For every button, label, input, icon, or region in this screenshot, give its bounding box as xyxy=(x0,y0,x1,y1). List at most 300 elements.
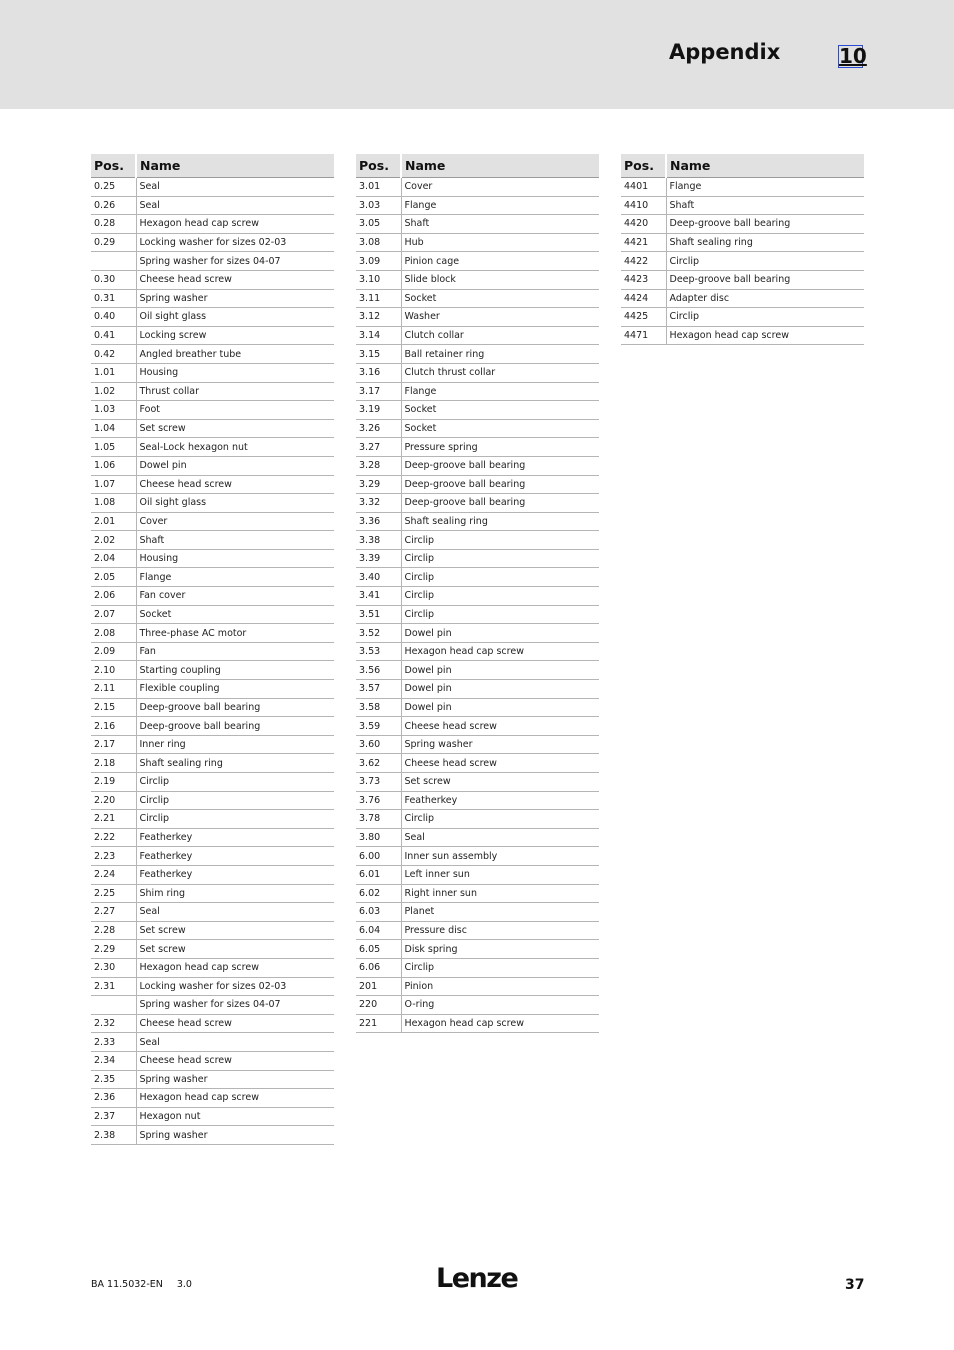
part-name-cell: Oil sight glass xyxy=(136,494,334,513)
part-name-cell: Pinion cage xyxy=(401,252,599,271)
part-name-cell: Circlip xyxy=(401,605,599,624)
part-name-cell: Seal xyxy=(136,196,334,215)
table-row xyxy=(621,289,864,308)
part-name-cell: Circlip xyxy=(666,252,864,271)
part-name-cell: Socket xyxy=(136,605,334,624)
position-cell xyxy=(91,996,136,1015)
position-cell: 3.08 xyxy=(356,233,401,252)
position-cell: 2.18 xyxy=(91,754,136,773)
table-row xyxy=(91,178,334,197)
table-row xyxy=(356,754,599,773)
part-name-cell: Hexagon head cap screw xyxy=(401,1014,599,1033)
part-name-cell: Circlip xyxy=(401,958,599,977)
position-cell: 2.25 xyxy=(91,884,136,903)
position-cell: 3.27 xyxy=(356,438,401,457)
table-row xyxy=(621,215,864,234)
part-name-cell: Socket xyxy=(401,419,599,438)
table-row xyxy=(621,252,864,271)
part-name-cell: Set screw xyxy=(401,773,599,792)
part-name-cell: Seal xyxy=(136,178,334,197)
position-cell: 4423 xyxy=(621,270,666,289)
table-row xyxy=(91,308,334,327)
position-cell: 201 xyxy=(356,977,401,996)
position-cell: 3.05 xyxy=(356,215,401,234)
position-cell: 4422 xyxy=(621,252,666,271)
position-cell: 2.35 xyxy=(91,1070,136,1089)
table-row xyxy=(356,531,599,550)
position-cell: 3.80 xyxy=(356,828,401,847)
part-name-cell: Set screw xyxy=(136,921,334,940)
part-name-cell: Fan xyxy=(136,642,334,661)
position-cell: 3.56 xyxy=(356,661,401,680)
document-id: BA 11.5032-EN xyxy=(91,1279,163,1290)
position-cell: 2.01 xyxy=(91,512,136,531)
table-row xyxy=(356,977,599,996)
table-row xyxy=(356,587,599,606)
position-cell: 0.28 xyxy=(91,215,136,234)
part-name-cell: Spring washer xyxy=(136,289,334,308)
position-cell: 1.08 xyxy=(91,494,136,513)
position-cell: 221 xyxy=(356,1014,401,1033)
pos-column-header: Pos. xyxy=(91,154,136,178)
part-name-cell: Seal xyxy=(136,1033,334,1052)
table-row xyxy=(91,773,334,792)
position-cell: 6.01 xyxy=(356,865,401,884)
table-row xyxy=(91,512,334,531)
table-row xyxy=(91,754,334,773)
table-row xyxy=(91,475,334,494)
table-row xyxy=(91,233,334,252)
position-cell: 3.32 xyxy=(356,494,401,513)
position-cell: 4424 xyxy=(621,289,666,308)
part-name-cell: Circlip xyxy=(666,308,864,327)
position-cell: 3.51 xyxy=(356,605,401,624)
part-name-cell: Hub xyxy=(401,233,599,252)
table-row xyxy=(356,828,599,847)
part-name-cell: Shaft xyxy=(401,215,599,234)
part-name-cell: Circlip xyxy=(136,773,334,792)
table-row xyxy=(356,289,599,308)
part-name-cell: Cheese head screw xyxy=(401,754,599,773)
part-name-cell: Adapter disc xyxy=(666,289,864,308)
table-row xyxy=(621,270,864,289)
table-row xyxy=(621,308,864,327)
position-cell: 3.26 xyxy=(356,419,401,438)
table-row xyxy=(356,1014,599,1033)
position-cell xyxy=(91,252,136,271)
position-cell: 1.05 xyxy=(91,438,136,457)
part-name-cell: Spring washer xyxy=(136,1126,334,1145)
table-row xyxy=(91,270,334,289)
position-cell: 3.12 xyxy=(356,308,401,327)
part-name-cell: Shaft sealing ring xyxy=(666,233,864,252)
table-row xyxy=(356,419,599,438)
position-cell: 2.28 xyxy=(91,921,136,940)
document-version: 3.0 xyxy=(176,1279,192,1290)
part-name-cell: Shaft sealing ring xyxy=(401,512,599,531)
position-cell: 1.04 xyxy=(91,419,136,438)
part-name-cell: Cover xyxy=(136,512,334,531)
part-name-cell: Three-phase AC motor xyxy=(136,624,334,643)
table-row xyxy=(91,847,334,866)
position-cell: 3.36 xyxy=(356,512,401,531)
table-row xyxy=(356,735,599,754)
table-row xyxy=(356,773,599,792)
table-row xyxy=(91,977,334,996)
position-cell: 6.00 xyxy=(356,847,401,866)
position-cell: 2.36 xyxy=(91,1089,136,1108)
table-row xyxy=(91,568,334,587)
part-name-cell: Circlip xyxy=(401,568,599,587)
part-name-cell: Deep-groove ball bearing xyxy=(401,494,599,513)
table-row xyxy=(621,233,864,252)
part-name-cell: Flange xyxy=(401,382,599,401)
part-name-cell: Pressure disc xyxy=(401,921,599,940)
part-name-cell: Shaft xyxy=(666,196,864,215)
part-name-cell: Planet xyxy=(401,903,599,922)
part-name-cell: Ball retainer ring xyxy=(401,345,599,364)
part-name-cell: Disk spring xyxy=(401,940,599,959)
table-row xyxy=(91,531,334,550)
part-name-cell: Flange xyxy=(401,196,599,215)
position-cell: 2.11 xyxy=(91,680,136,699)
position-cell: 6.03 xyxy=(356,903,401,922)
table-row xyxy=(356,456,599,475)
position-cell: 0.29 xyxy=(91,233,136,252)
position-cell: 2.20 xyxy=(91,791,136,810)
position-cell: 6.02 xyxy=(356,884,401,903)
position-cell: 3.28 xyxy=(356,456,401,475)
position-cell: 1.03 xyxy=(91,401,136,420)
part-name-cell: Featherkey xyxy=(136,865,334,884)
position-cell: 2.38 xyxy=(91,1126,136,1145)
position-cell: 4420 xyxy=(621,215,666,234)
position-cell: 2.16 xyxy=(91,717,136,736)
part-name-cell: Dowel pin xyxy=(401,661,599,680)
table-row xyxy=(91,921,334,940)
position-cell: 2.06 xyxy=(91,587,136,606)
part-name-cell: Thrust collar xyxy=(136,382,334,401)
part-name-cell: Hexagon head cap screw xyxy=(666,326,864,345)
name-column-header: Name xyxy=(666,154,864,178)
table-row xyxy=(91,810,334,829)
position-cell: 2.33 xyxy=(91,1033,136,1052)
position-cell: 1.02 xyxy=(91,382,136,401)
position-cell: 3.03 xyxy=(356,196,401,215)
table-row xyxy=(356,958,599,977)
table-row xyxy=(356,326,599,345)
table-row xyxy=(91,289,334,308)
page-number: 37 xyxy=(845,1277,865,1293)
part-name-cell: Flexible coupling xyxy=(136,680,334,699)
parts-table-1 xyxy=(91,154,334,1145)
table-row xyxy=(91,958,334,977)
table-row xyxy=(356,847,599,866)
position-cell: 2.02 xyxy=(91,531,136,550)
part-name-cell: Fan cover xyxy=(136,587,334,606)
part-name-cell: Circlip xyxy=(401,810,599,829)
position-cell: 2.27 xyxy=(91,903,136,922)
part-name-cell: Seal xyxy=(401,828,599,847)
table-row xyxy=(91,587,334,606)
part-name-cell: Deep-groove ball bearing xyxy=(136,698,334,717)
position-cell: 2.24 xyxy=(91,865,136,884)
table-row xyxy=(91,996,334,1015)
table-row xyxy=(356,401,599,420)
table-row xyxy=(356,215,599,234)
position-cell: 2.08 xyxy=(91,624,136,643)
position-cell: 4425 xyxy=(621,308,666,327)
parts-table-2 xyxy=(356,154,599,1033)
table-row xyxy=(91,345,334,364)
table-row xyxy=(91,735,334,754)
position-cell: 3.39 xyxy=(356,549,401,568)
position-cell: 2.04 xyxy=(91,549,136,568)
part-name-cell: Deep-groove ball bearing xyxy=(136,717,334,736)
table-row xyxy=(91,642,334,661)
position-cell: 1.01 xyxy=(91,363,136,382)
position-cell: 2.32 xyxy=(91,1014,136,1033)
position-cell: 4410 xyxy=(621,196,666,215)
part-name-cell: Featherkey xyxy=(136,828,334,847)
part-name-cell: Socket xyxy=(401,401,599,420)
position-cell: 3.14 xyxy=(356,326,401,345)
position-cell: 0.30 xyxy=(91,270,136,289)
table-row xyxy=(621,178,864,197)
position-cell: 3.38 xyxy=(356,531,401,550)
position-cell: 0.31 xyxy=(91,289,136,308)
part-name-cell: Shaft sealing ring xyxy=(136,754,334,773)
table-row xyxy=(356,661,599,680)
position-cell: 6.06 xyxy=(356,958,401,977)
table-row xyxy=(91,828,334,847)
table-row xyxy=(356,438,599,457)
position-cell: 3.41 xyxy=(356,587,401,606)
part-name-cell: Slide block xyxy=(401,270,599,289)
position-cell: 3.11 xyxy=(356,289,401,308)
table-row xyxy=(91,382,334,401)
position-cell: 3.62 xyxy=(356,754,401,773)
table-row xyxy=(356,568,599,587)
position-cell: 3.16 xyxy=(356,363,401,382)
part-name-cell: Flange xyxy=(136,568,334,587)
table-row xyxy=(91,1014,334,1033)
position-cell: 2.22 xyxy=(91,828,136,847)
table-row xyxy=(91,717,334,736)
table-row xyxy=(91,680,334,699)
position-cell: 0.41 xyxy=(91,326,136,345)
part-name-cell: Shaft xyxy=(136,531,334,550)
table-row xyxy=(91,605,334,624)
position-cell: 3.40 xyxy=(356,568,401,587)
position-cell: 2.34 xyxy=(91,1051,136,1070)
part-name-cell: Spring washer for sizes 04-07 xyxy=(136,996,334,1015)
table-row xyxy=(91,494,334,513)
table-row xyxy=(356,475,599,494)
position-cell: 3.09 xyxy=(356,252,401,271)
part-name-cell: Deep-groove ball bearing xyxy=(401,475,599,494)
part-name-cell: Hexagon head cap screw xyxy=(136,958,334,977)
part-name-cell: Locking washer for sizes 02-03 xyxy=(136,233,334,252)
table-row xyxy=(356,345,599,364)
table-row xyxy=(91,438,334,457)
part-name-cell: Seal-Lock hexagon nut xyxy=(136,438,334,457)
part-name-cell: Cheese head screw xyxy=(136,1051,334,1070)
table-row xyxy=(91,624,334,643)
part-name-cell: O-ring xyxy=(401,996,599,1015)
position-cell: 2.21 xyxy=(91,810,136,829)
position-cell: 3.19 xyxy=(356,401,401,420)
position-cell: 3.78 xyxy=(356,810,401,829)
table-row xyxy=(91,549,334,568)
position-cell: 3.59 xyxy=(356,717,401,736)
table-row xyxy=(356,921,599,940)
position-cell: 2.09 xyxy=(91,642,136,661)
part-name-cell: Circlip xyxy=(401,587,599,606)
table-row xyxy=(356,233,599,252)
part-name-cell: Cheese head screw xyxy=(136,475,334,494)
position-cell: 3.60 xyxy=(356,735,401,754)
part-name-cell: Pinion xyxy=(401,977,599,996)
table-row xyxy=(91,1126,334,1145)
table-row xyxy=(91,252,334,271)
table-row xyxy=(91,1107,334,1126)
part-name-cell: Locking screw xyxy=(136,326,334,345)
chapter-number-link[interactable]: 10 xyxy=(839,44,867,68)
position-cell: 2.19 xyxy=(91,773,136,792)
table-row xyxy=(356,178,599,197)
part-name-cell: Right inner sun xyxy=(401,884,599,903)
part-name-cell: Featherkey xyxy=(136,847,334,866)
part-name-cell: Housing xyxy=(136,549,334,568)
position-cell: 220 xyxy=(356,996,401,1015)
footer-document-info xyxy=(91,1279,192,1290)
position-cell: 2.37 xyxy=(91,1107,136,1126)
pos-column-header: Pos. xyxy=(621,154,666,178)
table-row xyxy=(91,401,334,420)
table-row xyxy=(91,456,334,475)
part-name-cell: Clutch thrust collar xyxy=(401,363,599,382)
table-row xyxy=(91,791,334,810)
parts-table-3 xyxy=(621,154,864,345)
part-name-cell: Dowel pin xyxy=(401,624,599,643)
lenze-logo: Lenze xyxy=(436,1263,518,1294)
name-column-header: Name xyxy=(136,154,334,178)
table-row xyxy=(91,215,334,234)
table-row xyxy=(91,1070,334,1089)
chapter-title: Appendix xyxy=(669,40,781,64)
table-row xyxy=(621,326,864,345)
part-name-cell: Hexagon head cap screw xyxy=(401,642,599,661)
part-name-cell: Inner sun assembly xyxy=(401,847,599,866)
part-name-cell: Circlip xyxy=(401,549,599,568)
table-row xyxy=(91,326,334,345)
position-cell: 3.53 xyxy=(356,642,401,661)
table-row xyxy=(356,903,599,922)
position-cell: 2.15 xyxy=(91,698,136,717)
table-row xyxy=(91,884,334,903)
table-row xyxy=(91,698,334,717)
table-row xyxy=(91,940,334,959)
table-row xyxy=(356,996,599,1015)
table-row xyxy=(91,419,334,438)
table-row xyxy=(356,791,599,810)
table-row xyxy=(91,1089,334,1108)
part-name-cell: Housing xyxy=(136,363,334,382)
table-row xyxy=(91,903,334,922)
table-row xyxy=(356,624,599,643)
position-cell: 3.01 xyxy=(356,178,401,197)
position-cell: 3.57 xyxy=(356,680,401,699)
part-name-cell: Oil sight glass xyxy=(136,308,334,327)
position-cell: 1.07 xyxy=(91,475,136,494)
position-cell: 4421 xyxy=(621,233,666,252)
part-name-cell: Shim ring xyxy=(136,884,334,903)
part-name-cell: Left inner sun xyxy=(401,865,599,884)
part-name-cell: Circlip xyxy=(136,810,334,829)
position-cell: 3.73 xyxy=(356,773,401,792)
part-name-cell: Featherkey xyxy=(401,791,599,810)
table-row xyxy=(91,865,334,884)
part-name-cell: Deep-groove ball bearing xyxy=(401,456,599,475)
part-name-cell: Inner ring xyxy=(136,735,334,754)
part-name-cell: Set screw xyxy=(136,940,334,959)
position-cell: 3.15 xyxy=(356,345,401,364)
position-cell: 2.07 xyxy=(91,605,136,624)
part-name-cell: Cheese head screw xyxy=(136,270,334,289)
table-row xyxy=(621,196,864,215)
table-row xyxy=(356,549,599,568)
table-row xyxy=(91,1033,334,1052)
table-row xyxy=(356,940,599,959)
part-name-cell: Spring washer xyxy=(401,735,599,754)
part-name-cell: Cover xyxy=(401,178,599,197)
position-cell: 4471 xyxy=(621,326,666,345)
table-row xyxy=(356,642,599,661)
name-column-header: Name xyxy=(401,154,599,178)
position-cell: 0.25 xyxy=(91,178,136,197)
position-cell: 3.29 xyxy=(356,475,401,494)
position-cell: 2.23 xyxy=(91,847,136,866)
table-row xyxy=(356,865,599,884)
part-name-cell: Starting coupling xyxy=(136,661,334,680)
table-row xyxy=(356,680,599,699)
part-name-cell: Circlip xyxy=(136,791,334,810)
part-name-cell: Flange xyxy=(666,178,864,197)
position-cell: 0.26 xyxy=(91,196,136,215)
table-row xyxy=(91,196,334,215)
position-cell: 3.10 xyxy=(356,270,401,289)
position-cell: 1.06 xyxy=(91,456,136,475)
part-name-cell: Foot xyxy=(136,401,334,420)
part-name-cell: Locking washer for sizes 02-03 xyxy=(136,977,334,996)
part-name-cell: Dowel pin xyxy=(136,456,334,475)
part-name-cell: Cheese head screw xyxy=(401,717,599,736)
position-cell: 6.05 xyxy=(356,940,401,959)
table-row xyxy=(356,698,599,717)
part-name-cell: Hexagon nut xyxy=(136,1107,334,1126)
table-row xyxy=(356,512,599,531)
part-name-cell: Dowel pin xyxy=(401,698,599,717)
table-row xyxy=(356,270,599,289)
table-row xyxy=(356,810,599,829)
table-row xyxy=(356,252,599,271)
table-row xyxy=(356,196,599,215)
table-row xyxy=(91,363,334,382)
part-name-cell: Deep-groove ball bearing xyxy=(666,215,864,234)
part-name-cell: Washer xyxy=(401,308,599,327)
position-cell: 2.05 xyxy=(91,568,136,587)
